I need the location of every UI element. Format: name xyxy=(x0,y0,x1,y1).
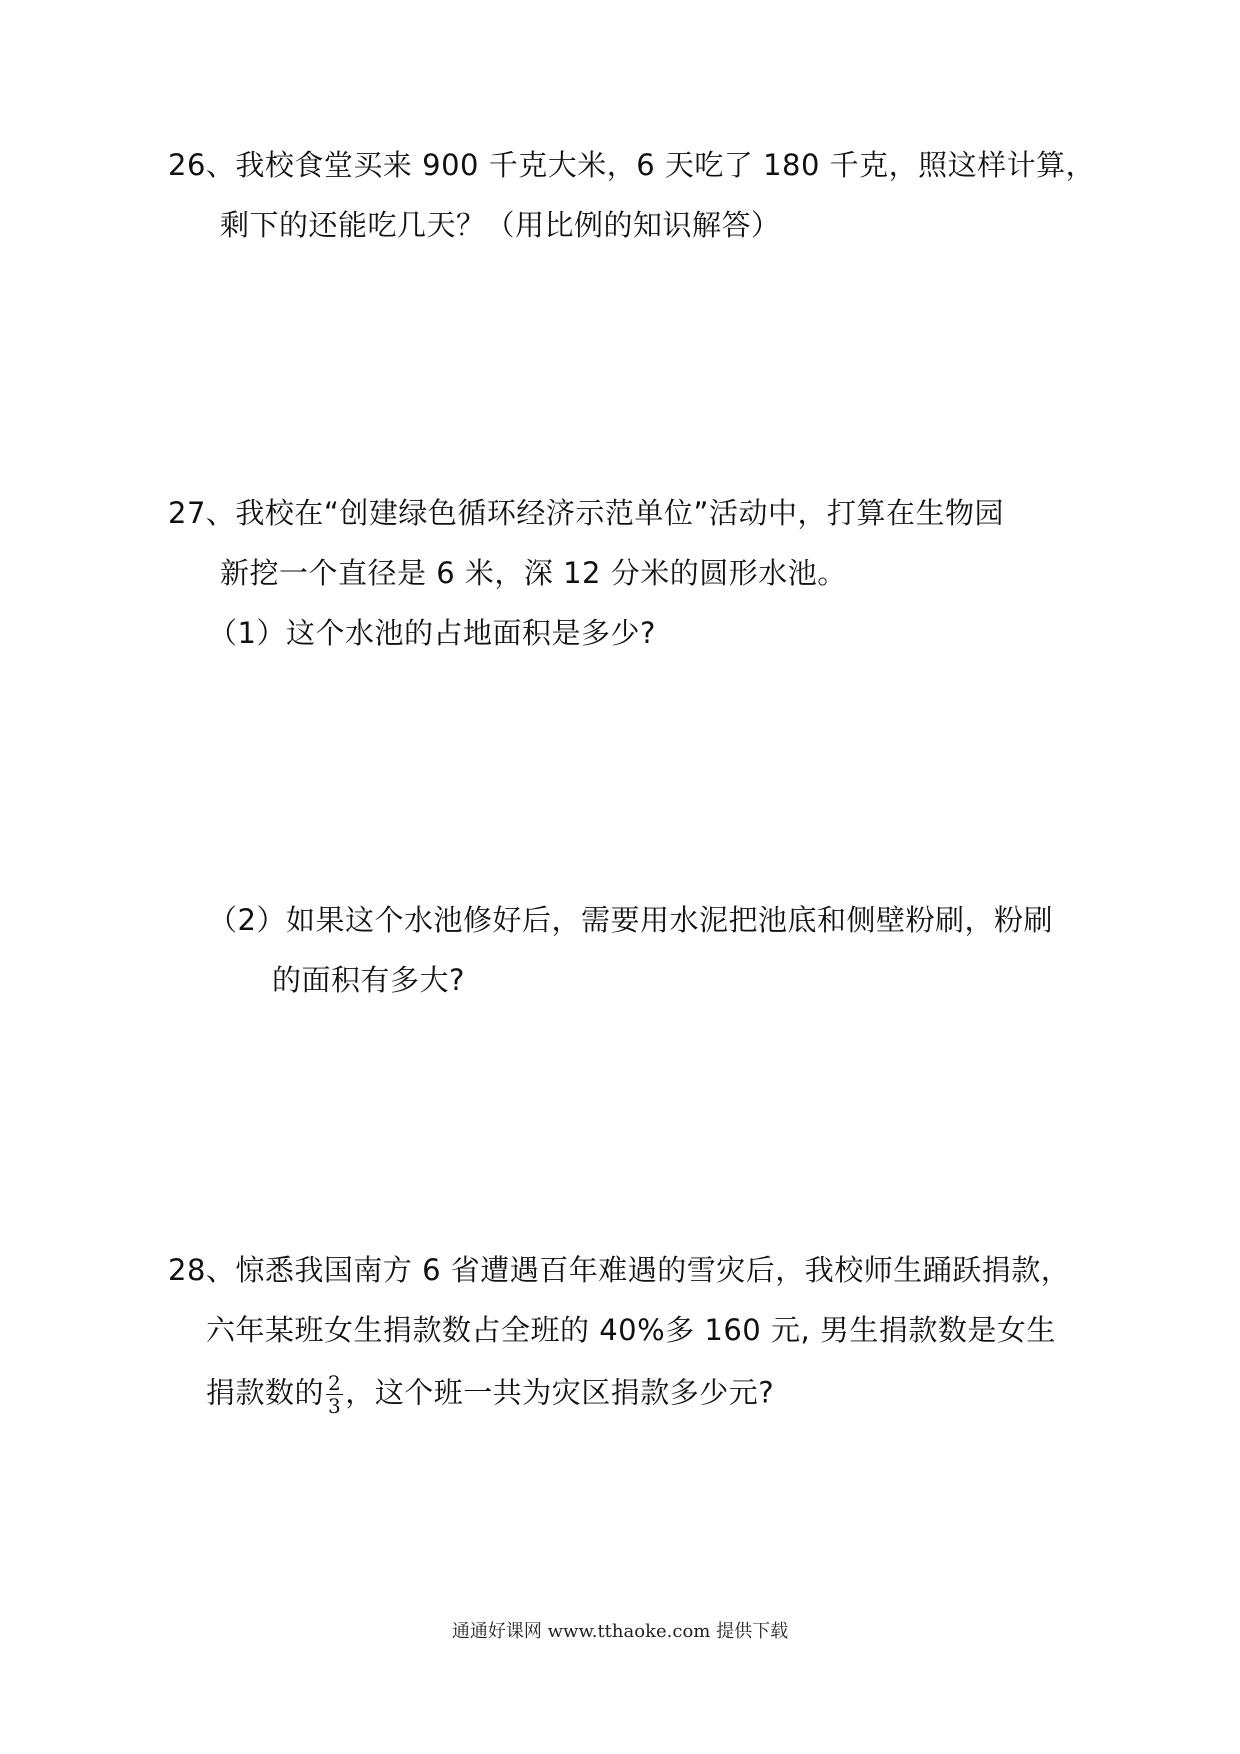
question-28-line-3 xyxy=(206,1372,774,1417)
question-27-part-2-line-2: 的面积有多大? xyxy=(272,963,465,997)
question-28-line-3-suffix: ，这个班一共为灾区捐款多少元? xyxy=(345,1375,775,1410)
fraction-two-thirds xyxy=(326,1372,343,1417)
question-27-part-1: （1）这个水池的占地面积是多少? xyxy=(208,616,656,650)
question-27-line-1: 27、我校在“创建绿色循环经济示范单位”活动中，打算在生物园 xyxy=(168,496,1004,530)
question-26-line-1: 26、我校食堂买来 900 千克大米，6 天吃了 180 千克，照这样计算， xyxy=(168,148,1096,182)
fraction-denominator: 3 xyxy=(328,1394,342,1418)
question-28-line-3-prefix: 捐款数的 xyxy=(206,1375,325,1410)
page-footer: 通通好课网 www.tthaoke.com 提供下载 xyxy=(451,1621,789,1642)
question-26-line-2: 剩下的还能吃几天？（用比例的知识解答） xyxy=(220,208,781,242)
fraction-numerator: 2 xyxy=(328,1371,342,1395)
question-27-part-2-line-1: （2）如果这个水池修好后，需要用水泥把池底和侧壁粉刷，粉刷 xyxy=(208,903,1053,937)
question-28-line-1: 28、惊悉我国南方 6 省遭遇百年难遇的雪灾后，我校师生踊跃捐款， xyxy=(168,1253,1071,1287)
question-27-line-2: 新挖一个直径是 6 米，深 12 分米的圆形水池。 xyxy=(220,556,847,590)
question-28-line-2: 六年某班女生捐款数占全班的 40%多 160 元, 男生捐款数是女生 xyxy=(206,1313,1056,1347)
